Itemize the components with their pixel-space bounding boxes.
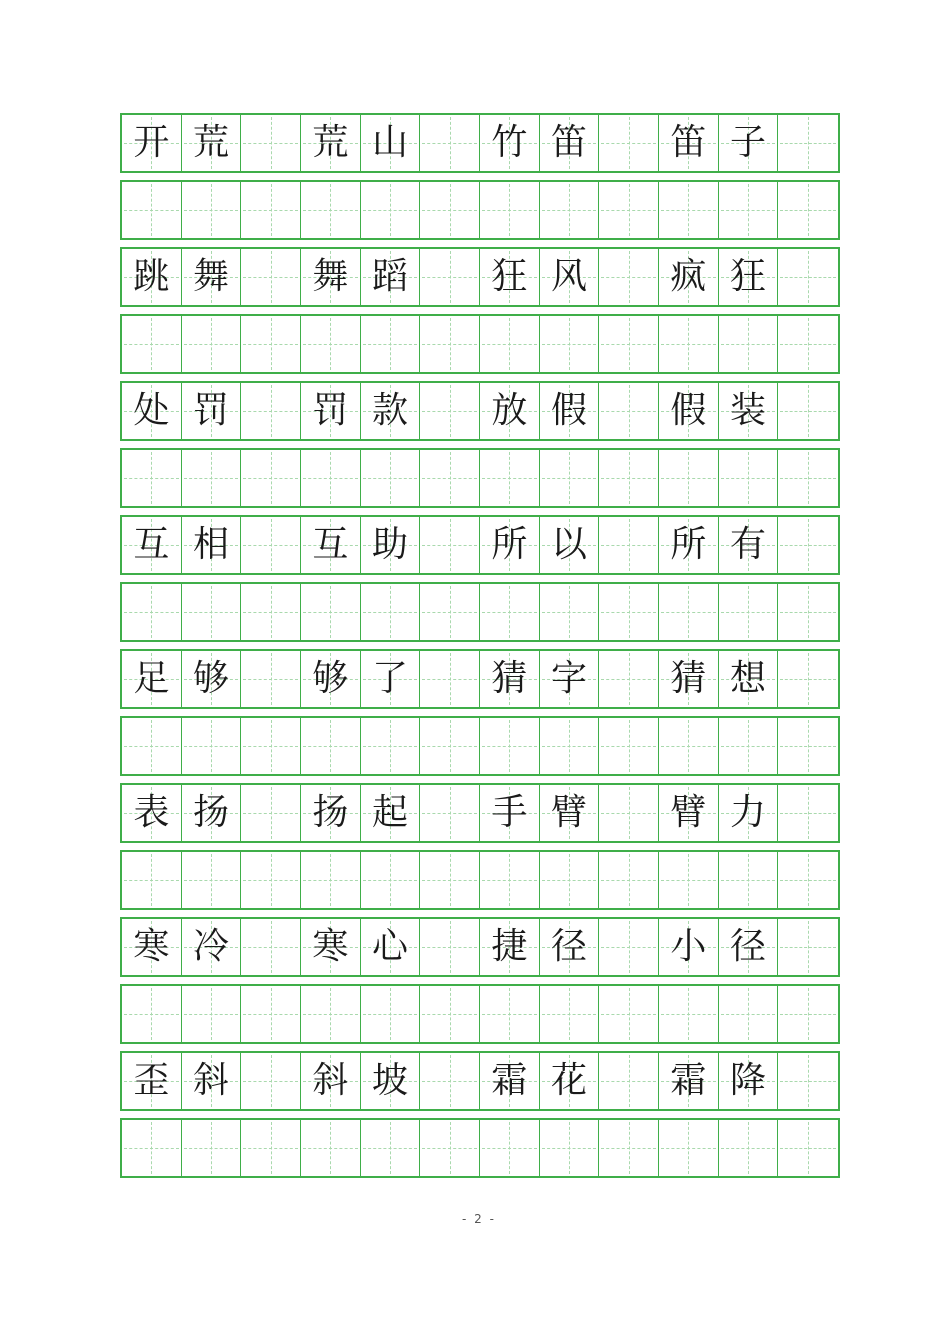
grid-cell <box>420 249 480 305</box>
grid-cell <box>241 785 301 841</box>
character: 所 <box>491 524 528 565</box>
character: 想 <box>730 658 767 699</box>
grid-cell <box>540 718 600 774</box>
grid-cell <box>122 450 182 506</box>
grid-cell <box>182 450 242 506</box>
grid-cell <box>778 316 838 372</box>
grid-cell <box>182 115 242 171</box>
grid-cell <box>480 785 540 841</box>
character: 臂 <box>551 792 588 833</box>
grid-cell <box>301 115 361 171</box>
grid-cell <box>480 919 540 975</box>
character: 狂 <box>730 256 767 297</box>
character: 有 <box>730 524 767 565</box>
grid-cell <box>241 919 301 975</box>
grid-cell <box>540 986 600 1042</box>
character: 够 <box>193 658 230 699</box>
grid-cell <box>182 852 242 908</box>
grid-cell <box>241 450 301 506</box>
character: 坡 <box>372 1060 409 1101</box>
character: 扬 <box>312 792 349 833</box>
grid-cell <box>361 852 421 908</box>
character: 歪 <box>133 1060 170 1101</box>
grid-cell <box>778 919 838 975</box>
grid-cell <box>540 651 600 707</box>
character: 跳 <box>133 256 170 297</box>
grid-cell <box>182 1120 242 1176</box>
grid-cell <box>122 517 182 573</box>
grid-cell <box>599 584 659 640</box>
grid-cell <box>241 316 301 372</box>
character: 舞 <box>193 256 230 297</box>
grid-cell <box>540 785 600 841</box>
grid-cell <box>122 718 182 774</box>
character: 字 <box>551 658 588 699</box>
grid-cell <box>480 182 540 238</box>
character: 力 <box>730 792 767 833</box>
character: 款 <box>372 390 409 431</box>
grid-cell <box>241 115 301 171</box>
character: 竹 <box>491 122 528 163</box>
grid-cell <box>241 1120 301 1176</box>
character: 臂 <box>670 792 707 833</box>
character: 山 <box>372 122 409 163</box>
grid-cell <box>599 115 659 171</box>
character: 疯 <box>670 256 707 297</box>
grid-cell <box>540 115 600 171</box>
grid-cell <box>659 450 719 506</box>
grid-cell <box>599 785 659 841</box>
practice-row <box>120 314 840 374</box>
grid-cell <box>182 249 242 305</box>
character: 小 <box>670 926 707 967</box>
grid-cell <box>361 249 421 305</box>
word-row <box>120 515 840 575</box>
grid-cell <box>241 182 301 238</box>
practice-row <box>120 716 840 776</box>
grid-cell <box>182 986 242 1042</box>
grid-cell <box>420 1120 480 1176</box>
grid-cell <box>659 986 719 1042</box>
grid-cell <box>122 785 182 841</box>
grid-cell <box>480 115 540 171</box>
grid-cell <box>122 182 182 238</box>
character: 舞 <box>312 256 349 297</box>
grid-cell <box>599 517 659 573</box>
page-footer <box>0 1212 950 1232</box>
grid-cell <box>719 718 779 774</box>
word-row <box>120 381 840 441</box>
grid-cell <box>420 718 480 774</box>
grid-cell <box>540 919 600 975</box>
grid-cell <box>420 785 480 841</box>
character: 猜 <box>670 658 707 699</box>
character: 风 <box>551 256 588 297</box>
grid-cell <box>719 249 779 305</box>
character: 开 <box>133 122 170 163</box>
character: 表 <box>133 792 170 833</box>
grid-cell <box>719 584 779 640</box>
grid-cell <box>540 450 600 506</box>
character: 笛 <box>551 122 588 163</box>
grid-cell <box>480 651 540 707</box>
grid-cell <box>778 450 838 506</box>
grid-cell <box>540 249 600 305</box>
grid-cell <box>659 316 719 372</box>
grid-cell <box>480 584 540 640</box>
grid-cell <box>480 249 540 305</box>
grid-cell <box>420 517 480 573</box>
grid-cell <box>480 1053 540 1109</box>
grid-cell <box>599 718 659 774</box>
grid-cell <box>719 383 779 439</box>
grid-cell <box>480 718 540 774</box>
grid-cell <box>420 383 480 439</box>
grid-cell <box>659 517 719 573</box>
grid-cell <box>122 1120 182 1176</box>
character: 花 <box>551 1060 588 1101</box>
grid-cell <box>420 316 480 372</box>
grid-cell <box>361 383 421 439</box>
grid-cell <box>599 316 659 372</box>
grid-cell <box>241 986 301 1042</box>
grid-cell <box>122 919 182 975</box>
grid-cell <box>778 852 838 908</box>
grid-cell <box>241 1053 301 1109</box>
word-row <box>120 917 840 977</box>
grid-cell <box>182 182 242 238</box>
grid-cell <box>778 651 838 707</box>
grid-cell <box>301 182 361 238</box>
grid-cell <box>480 517 540 573</box>
character: 蹈 <box>372 256 409 297</box>
character: 寒 <box>133 926 170 967</box>
page-number: - 2 - <box>462 1212 496 1226</box>
grid-cell <box>241 584 301 640</box>
grid-cell <box>301 450 361 506</box>
grid-cell <box>599 182 659 238</box>
word-row <box>120 783 840 843</box>
grid-cell <box>361 517 421 573</box>
grid-cell <box>778 785 838 841</box>
practice-row <box>120 180 840 240</box>
grid-cell <box>599 852 659 908</box>
character: 斜 <box>193 1060 230 1101</box>
grid-cell <box>659 1053 719 1109</box>
grid-cell <box>719 919 779 975</box>
character: 径 <box>730 926 767 967</box>
character: 降 <box>730 1060 767 1101</box>
word-row <box>120 113 840 173</box>
grid-cell <box>420 115 480 171</box>
character: 罚 <box>312 390 349 431</box>
grid-cell <box>778 115 838 171</box>
grid-cell <box>241 383 301 439</box>
grid-cell <box>659 383 719 439</box>
grid-cell <box>540 316 600 372</box>
grid-cell <box>182 785 242 841</box>
character: 够 <box>312 658 349 699</box>
grid-cell <box>301 249 361 305</box>
practice-row <box>120 984 840 1044</box>
grid-cell <box>182 718 242 774</box>
grid-cell <box>480 383 540 439</box>
grid-cell <box>599 1120 659 1176</box>
character: 斜 <box>312 1060 349 1101</box>
grid-cell <box>599 1053 659 1109</box>
grid-cell <box>361 182 421 238</box>
grid-cell <box>719 316 779 372</box>
grid-cell <box>540 517 600 573</box>
practice-row <box>120 448 840 508</box>
character: 互 <box>133 524 170 565</box>
grid-cell <box>420 986 480 1042</box>
character: 狂 <box>491 256 528 297</box>
grid-cell <box>719 182 779 238</box>
character: 捷 <box>491 926 528 967</box>
grid-cell <box>659 718 719 774</box>
character: 助 <box>372 524 409 565</box>
grid-cell <box>599 383 659 439</box>
grid-cell <box>182 919 242 975</box>
grid-cell <box>540 383 600 439</box>
grid-cell <box>122 1053 182 1109</box>
practice-row <box>120 582 840 642</box>
grid-cell <box>301 785 361 841</box>
grid-cell <box>420 919 480 975</box>
grid-cell <box>122 383 182 439</box>
grid-cell <box>420 852 480 908</box>
grid-cell <box>719 986 779 1042</box>
grid-cell <box>182 316 242 372</box>
grid-cell <box>778 584 838 640</box>
character: 互 <box>312 524 349 565</box>
grid-cell <box>122 115 182 171</box>
grid-cell <box>361 316 421 372</box>
grid-cell <box>301 651 361 707</box>
grid-cell <box>301 718 361 774</box>
grid-cell <box>361 1120 421 1176</box>
grid-cell <box>480 316 540 372</box>
grid-cell <box>480 852 540 908</box>
grid-cell <box>719 651 779 707</box>
grid-cell <box>122 986 182 1042</box>
grid-cell <box>778 718 838 774</box>
grid-cell <box>778 1053 838 1109</box>
character: 冷 <box>193 926 230 967</box>
grid-cell <box>301 316 361 372</box>
grid-cell <box>480 1120 540 1176</box>
grid-cell <box>361 584 421 640</box>
grid-cell <box>540 1053 600 1109</box>
grid-cell <box>659 584 719 640</box>
grid-cell <box>778 1120 838 1176</box>
grid-cell <box>301 383 361 439</box>
grid-cell <box>659 919 719 975</box>
grid-cell <box>361 785 421 841</box>
grid-cell <box>241 852 301 908</box>
grid-cell <box>241 651 301 707</box>
grid-cell <box>659 852 719 908</box>
character: 荒 <box>193 122 230 163</box>
character: 假 <box>670 390 707 431</box>
grid-cell <box>361 651 421 707</box>
grid-cell <box>301 584 361 640</box>
character: 起 <box>372 792 409 833</box>
grid-cell <box>301 1053 361 1109</box>
character: 笛 <box>670 122 707 163</box>
grid-cell <box>420 584 480 640</box>
grid-cell <box>182 584 242 640</box>
grid-cell <box>480 986 540 1042</box>
grid-cell <box>540 852 600 908</box>
grid-cell <box>122 249 182 305</box>
character: 装 <box>730 390 767 431</box>
grid-cell <box>182 517 242 573</box>
character: 假 <box>551 390 588 431</box>
grid-cell <box>540 182 600 238</box>
character: 罚 <box>193 390 230 431</box>
grid-cell <box>361 919 421 975</box>
character: 心 <box>372 926 409 967</box>
grid-cell <box>778 383 838 439</box>
character: 放 <box>491 390 528 431</box>
grid-cell <box>241 517 301 573</box>
character: 寒 <box>312 926 349 967</box>
grid-cell <box>301 919 361 975</box>
grid-cell <box>719 1120 779 1176</box>
grid-cell <box>778 249 838 305</box>
grid-cell <box>719 785 779 841</box>
grid-cell <box>719 1053 779 1109</box>
grid-cell <box>540 584 600 640</box>
grid-cell <box>659 249 719 305</box>
practice-row <box>120 850 840 910</box>
word-row <box>120 649 840 709</box>
character: 荒 <box>312 122 349 163</box>
character: 相 <box>193 524 230 565</box>
grid-cell <box>420 182 480 238</box>
grid-cell <box>659 115 719 171</box>
grid-cell <box>599 450 659 506</box>
character: 猜 <box>491 658 528 699</box>
grid-cell <box>778 182 838 238</box>
grid-cell <box>361 450 421 506</box>
grid-cell <box>361 1053 421 1109</box>
grid-cell <box>778 517 838 573</box>
grid-cell <box>122 651 182 707</box>
grid-cell <box>301 986 361 1042</box>
grid-cell <box>719 852 779 908</box>
grid-cell <box>301 852 361 908</box>
grid-cell <box>301 1120 361 1176</box>
grid-cell <box>719 115 779 171</box>
character: 了 <box>372 658 409 699</box>
grid-cell <box>599 249 659 305</box>
character: 处 <box>133 390 170 431</box>
character: 手 <box>491 792 528 833</box>
grid-cell <box>659 182 719 238</box>
grid-cell <box>778 986 838 1042</box>
character: 以 <box>551 524 588 565</box>
grid-cell <box>599 986 659 1042</box>
character: 所 <box>670 524 707 565</box>
grid-cell <box>659 785 719 841</box>
grid-cell <box>361 718 421 774</box>
grid-cell <box>420 651 480 707</box>
character-grid <box>120 113 840 1178</box>
grid-cell <box>540 1120 600 1176</box>
grid-cell <box>719 517 779 573</box>
word-row <box>120 247 840 307</box>
grid-cell <box>480 450 540 506</box>
grid-cell <box>361 115 421 171</box>
grid-cell <box>122 316 182 372</box>
character: 足 <box>133 658 170 699</box>
grid-cell <box>301 517 361 573</box>
grid-cell <box>719 450 779 506</box>
grid-cell <box>659 1120 719 1176</box>
grid-cell <box>122 584 182 640</box>
character: 径 <box>551 926 588 967</box>
grid-cell <box>182 383 242 439</box>
character: 霜 <box>670 1060 707 1101</box>
grid-cell <box>122 852 182 908</box>
grid-cell <box>659 651 719 707</box>
word-row <box>120 1051 840 1111</box>
grid-cell <box>599 919 659 975</box>
grid-cell <box>361 986 421 1042</box>
grid-cell <box>420 1053 480 1109</box>
grid-cell <box>182 651 242 707</box>
grid-cell <box>182 1053 242 1109</box>
grid-cell <box>420 450 480 506</box>
grid-cell <box>241 249 301 305</box>
grid-cell <box>241 718 301 774</box>
grid-cell <box>599 651 659 707</box>
character: 霜 <box>491 1060 528 1101</box>
practice-row <box>120 1118 840 1178</box>
character: 扬 <box>193 792 230 833</box>
character: 子 <box>730 122 767 163</box>
